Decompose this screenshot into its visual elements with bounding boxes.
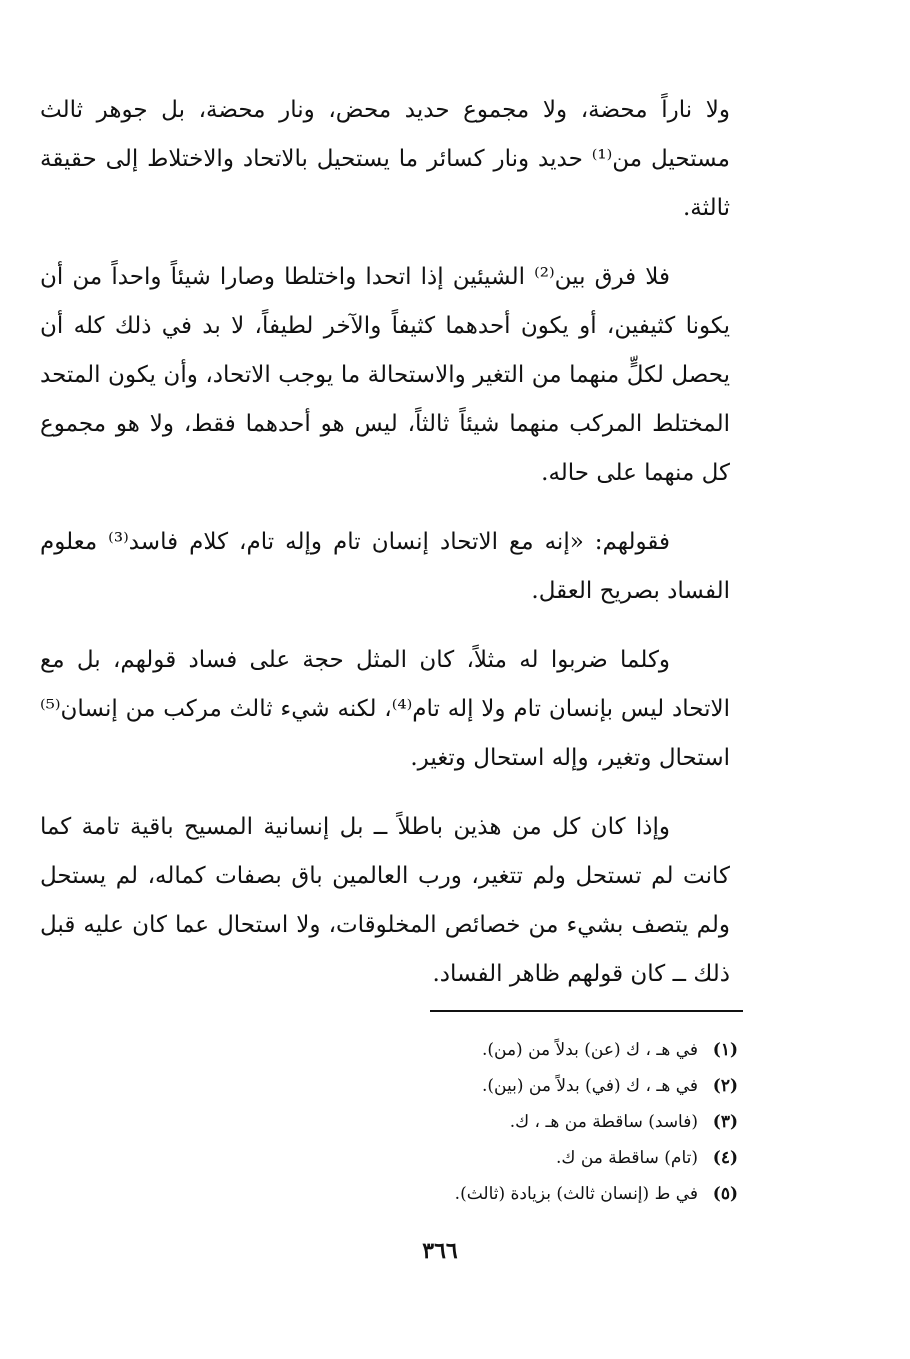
paragraph-1: ولا ناراً محضة، ولا مجموع حديد محض، ونار محضة، بل جوهر ثالث مستحيل من⁽¹⁾ حديد ونار كسائر ما يستحيل بالاتحاد والاختلاط إلى حقيقة ثالثة.	[40, 97, 730, 221]
footnote-separator	[430, 1010, 743, 1012]
footnote-number: (٣)	[712, 1112, 738, 1132]
footnote-5	[138, 1176, 738, 1212]
footnote-text: في ط (إنسان ثالث) بزيادة (ثالث).	[454, 1184, 698, 1204]
footnotes	[138, 1032, 738, 1212]
footnote-4	[138, 1140, 738, 1176]
footnote-text: (تام) ساقطة من ك.	[556, 1148, 698, 1168]
footnote-number: (١)	[712, 1040, 738, 1060]
paragraph-4: وكلما ضربوا له مثلاً، كان المثل حجة على فساد قولهم، بل مع الاتحاد ليس بإنسان تام ولا إله تام⁽⁴⁾، لكنه شيء ثالث مركب من إنسان⁽⁵⁾ استحال وتغير، وإله استحال وتغير.	[40, 647, 730, 771]
main-text	[40, 86, 730, 1019]
footnote-text: في هـ ، ك (في) بدلاً من (بين).	[482, 1076, 698, 1096]
footnote-number: (٢)	[712, 1076, 738, 1096]
footnote-3	[138, 1104, 738, 1140]
paragraph-2: فلا فرق بين⁽²⁾ الشيئين إذا اتحدا واختلطا وصارا شيئاً واحداً من أن يكونا كثيفين، أو يكون أحدهما كثيفاً والآخر لطيفاً، لا بد في ذلك كله أن يحصل لكلٍّ منهما من التغير والاستحالة ما يوجب الاتحاد، وأن يكون المتحد المختلط المركب منهما شيئاً ثالثاً، ليس هو أحدهما فقط، ولا هو مجموع كل منهما على حاله.	[40, 264, 730, 486]
footnote-number: (٤)	[712, 1148, 738, 1168]
paragraph-5: وإذا كان كل من هذين باطلاً ــ بل إنسانية المسيح باقية تامة كما كانت لم تستحل ولم تتغير، ورب العالمين باق بصفات كماله، لم يستحل ولم يتصف بشيء من خصائص المخلوقات، ولا استحال عما كان عليه قبل ذلك ــ كان قولهم ظاهر الفساد.	[40, 814, 730, 987]
footnote-2	[138, 1068, 738, 1104]
paragraph-3: فقولهم: «إنه مع الاتحاد إنسان تام وإله تام، كلام فاسد⁽³⁾ معلوم الفساد بصريح العقل.	[40, 529, 730, 604]
footnote-number: (٥)	[712, 1184, 738, 1204]
footnote-text: (فاسد) ساقطة من هـ ، ك.	[509, 1112, 698, 1132]
footnote-1	[138, 1032, 738, 1068]
page-number: ٣٦٦	[422, 1238, 458, 1264]
footnote-text: في هـ ، ك (عن) بدلاً من (من).	[481, 1040, 698, 1060]
